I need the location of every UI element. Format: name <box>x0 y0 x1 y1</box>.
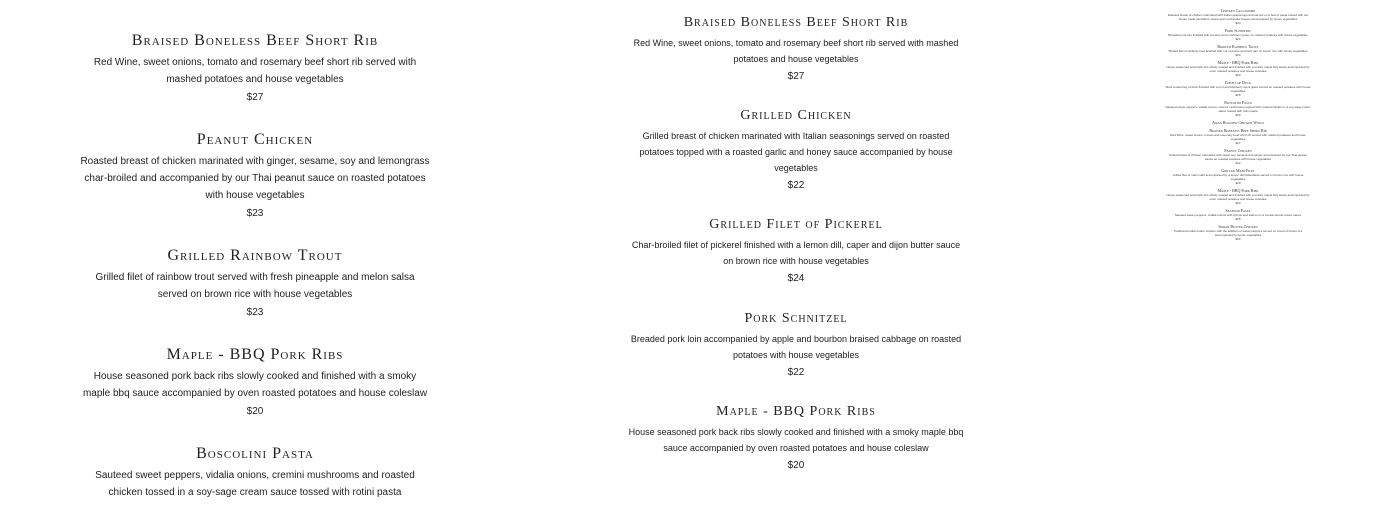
dish-price: $24 <box>787 273 805 284</box>
dish-description: House seasoned pork back ribs slowly cooked and finished with a smoky maple bbq sauce accompanied by oven roasted potatoes and house coleslaw <box>628 427 964 453</box>
mini-dish-price: $20 <box>1235 73 1241 77</box>
mini-dish-description: Breaded pork loin finished with a bacon and mushroom gravy on roasted potatoes with house vegetables <box>1168 33 1308 37</box>
dish-description: Breaded pork loin accompanied by apple and bourbon braised cabbage on roasted potatoes with house vegetables <box>630 334 962 360</box>
mini-dish-price: $23 <box>1235 53 1241 57</box>
dish-price: $23 <box>246 208 264 219</box>
menu-item <box>628 404 964 471</box>
dish-name: Grilled Chicken <box>740 108 852 123</box>
mini-dish-price: $23 <box>1235 37 1241 41</box>
dish-name: Grilled Rainbow Trout <box>167 247 343 264</box>
mini-dish-price: $25 <box>1235 217 1241 221</box>
mini-dish-description: Traditional Indian butter chicken with the addition of sweet peppers served on a bed of brown rice accompanied by house vegetables <box>1173 229 1303 237</box>
mini-dish-name: Maple - BBQ Pork Ribs <box>1217 60 1259 65</box>
mini-dish-name: Boscolini Pasta <box>1224 100 1252 105</box>
mini-dish-name: Chicken Cacciatore <box>1220 8 1256 13</box>
dish-description: Red Wine, sweet onions, tomato and rosemary beef short rib served with mashed potatoes and house vegetables <box>93 57 417 85</box>
mini-dish-description: House seasoned pork back ribs slowly cooked and finished with a smoky maple bbq sauce accompanied by oven roasted potatoes and house coleslaw <box>1166 65 1310 73</box>
mini-dish-description: Slow cooked leg of duck finished with a port and blueberry demi glaze served on roasted potatoes with house vegetables <box>1165 85 1311 93</box>
mini-dish-description: Sauteed sweet peppers, vidalia onions with shrimp and salmon in a tomato-fennel cream sauce <box>1174 213 1302 217</box>
dish-price: $20 <box>246 406 264 417</box>
dish-price: $22 <box>787 180 805 191</box>
mini-dish-name: Grilled Mahi Filet <box>1221 168 1255 173</box>
mini-dish-name: Peanut Chicken <box>1224 148 1252 153</box>
mini-menu-item <box>1165 168 1311 185</box>
dish-name: Boscolini Pasta <box>196 445 314 462</box>
dish-description: Sauteed sweet peppers, vidalia onions, cremini mushrooms and roasted chicken tossed in a soy-sage cream sauce tossed with rotini pasta <box>95 470 415 498</box>
dish-price: $27 <box>787 71 805 82</box>
dish-name: Braised Boneless Beef Short Rib <box>683 15 909 30</box>
mini-menu-item <box>1165 148 1311 165</box>
dish-name: Peanut Chicken <box>196 131 314 148</box>
dish-name: Maple - BBQ Pork Ribs <box>716 404 876 419</box>
menu-item <box>80 131 430 219</box>
mini-dish-description: Red Wine, sweet onions, tomato and rosemary beef short rib served with mashed potatoes and house vegetables <box>1170 133 1306 141</box>
mini-menu-item <box>1165 8 1311 25</box>
dish-price: $22 <box>787 367 805 378</box>
dish-description: Grilled filet of rainbow trout served with fresh pineapple and melon salsa served on brown rice with house vegetables <box>95 272 415 300</box>
mini-dish-price: $22 <box>1235 161 1241 165</box>
dish-description: Grilled breast of chicken marinated with Italian seasonings served on roasted potatoes topped with a roasted garlic and honey sauce accompanied by house vegetables <box>639 131 953 173</box>
mini-dish-name: Asian Roasted Chicken Wings <box>1211 120 1265 125</box>
mini-dish-name: Seafood Pasta <box>1225 208 1251 213</box>
menu-item <box>628 108 964 191</box>
mini-menu-item <box>1165 224 1311 241</box>
mini-menu-item <box>1165 128 1311 145</box>
menu-item <box>628 15 964 82</box>
mini-dish-description: Roasted breast of chicken marinated with Italian seasonings and served on a bed of pasta tossed with our house made cacciatore sauce and mozzarella cheese accompanied by house vegetables <box>1167 13 1309 21</box>
menu-item <box>80 247 430 318</box>
dish-description: Red Wine, sweet onions, tomato and rosemary beef short rib served with mashed potatoes and house vegetables <box>633 38 959 64</box>
mini-menu-item <box>1165 28 1311 41</box>
menu-item <box>628 217 964 284</box>
dish-price: $27 <box>246 92 264 103</box>
dish-description: Roasted breast of chicken marinated with ginger, sesame, soy and lemongrass char-broiled and accompanied by our Thai peanut sauce on roasted potatoes with house vegetables <box>80 156 430 201</box>
mini-menu-item <box>1165 208 1311 221</box>
mini-menu-item <box>1165 188 1311 205</box>
mini-dish-name: Indian Butter Chicken <box>1218 224 1258 229</box>
dish-name: Pork Schnitzel <box>744 311 848 326</box>
menu-item <box>628 311 964 378</box>
mini-dish-name: Confit of Duck <box>1224 80 1252 85</box>
mini-menu-item <box>1165 120 1311 125</box>
mini-menu-item <box>1165 80 1311 97</box>
mini-dish-name: Pork Schnitzel <box>1224 28 1252 33</box>
dish-name: Grilled Filet of Pickerel <box>709 217 883 232</box>
mini-dish-description: Grilled breast of chicken marinated with sweet soy, sesame and ginger accompanied by our Thai peanut sauce on roasted potatoes with house vegetables <box>1168 153 1308 161</box>
mini-dish-description: House seasoned pork back ribs slowly cooked and finished with a smoky maple bbq sauce accompanied by oven roasted potatoes and house coleslaw <box>1166 193 1310 201</box>
menu-item <box>80 445 430 505</box>
mini-dish-name: Maple - BBQ Pork Ribs <box>1217 188 1259 193</box>
mini-dish-description: Broiled filet of rainbow trout finished with our red wine and herb jam on brown rice with house vegetables <box>1168 49 1308 53</box>
dish-price: $23 <box>246 307 264 318</box>
mini-dish-name: Braised Boneless Beef Short Rib <box>1209 128 1267 133</box>
dish-name: Maple - BBQ Pork Ribs <box>166 346 344 363</box>
menu-column-thumbnail <box>1165 8 1311 244</box>
dish-description: House seasoned pork back ribs slowly cooked and finished with a smoky maple bbq sauce accompanied by oven roasted potatoes and house coleslaw <box>82 371 428 399</box>
mini-dish-description: Sauteed sweet peppers, vidalia onions, cremini mushrooms topped with roasted chicken in a soy-sage cream sauce tossed with rotini pasta <box>1165 105 1311 113</box>
mini-dish-price: $19 <box>1235 113 1241 117</box>
mini-dish-price: $25 <box>1235 93 1241 97</box>
mini-menu-item <box>1165 100 1311 117</box>
mini-dish-name: Broiled Rainbow Trout <box>1217 44 1259 49</box>
dish-name: Braised Boneless Beef Short Rib <box>131 32 379 49</box>
mini-dish-price: $23 <box>1235 21 1241 25</box>
mini-dish-price: $23 <box>1235 237 1241 241</box>
mini-dish-description: Grilled filet of mahi mahi accompanied by a lemon dill hollandaise served on brown rice with house vegetables <box>1172 173 1304 181</box>
mini-dish-price: $20 <box>1235 201 1241 205</box>
menu-item <box>80 32 430 103</box>
mini-dish-price: $27 <box>1235 141 1241 145</box>
dish-price: $20 <box>787 460 805 471</box>
mini-menu-item <box>1165 44 1311 57</box>
dish-description: Char-broiled filet of pickerel finished with a lemon dill, caper and dijon butter sauce on brown rice with house vegetables <box>631 240 961 266</box>
mini-menu-item <box>1165 60 1311 77</box>
menu-item <box>80 346 430 417</box>
mini-dish-price: $23 <box>1235 181 1241 185</box>
